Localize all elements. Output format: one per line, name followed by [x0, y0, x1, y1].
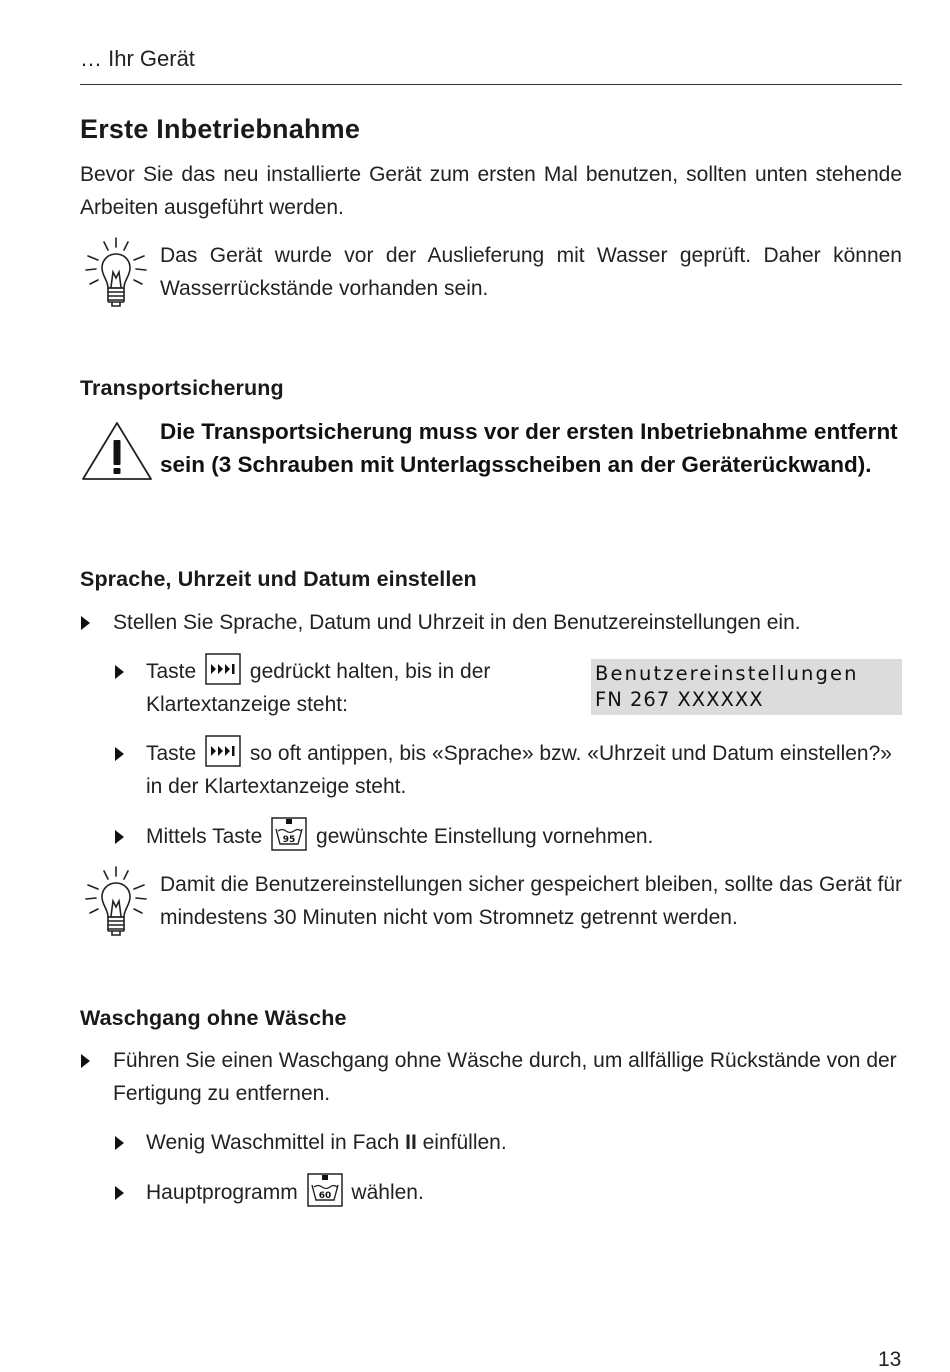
triangle-right-icon: [81, 616, 90, 630]
substep-main-program-post: wählen.: [351, 1181, 424, 1204]
skip-forward-key-icon: [205, 735, 241, 767]
triangle-right-icon: [115, 665, 124, 679]
substep-temp-key: [146, 820, 906, 853]
step-language-settings: Stellen Sie Sprache, Datum und Uhrzeit in den Benutzereinstellungen ein.: [113, 611, 801, 634]
skip-forward-key-icon: [205, 653, 241, 685]
substep-main-program-pre: Hauptprogramm: [146, 1181, 298, 1204]
warning-triangle-icon: [80, 420, 154, 482]
triangle-right-icon: [115, 747, 124, 761]
display-line-2: FN 267 XXXXXX: [595, 688, 764, 711]
triangle-right-icon: [115, 1136, 124, 1150]
substep-hold-key: [146, 655, 586, 721]
substep-temp-key-post: gewünschte Einstellung vornehmen.: [316, 825, 654, 848]
substep-detergent-pre: Wenig Waschmittel in Fach: [146, 1131, 400, 1154]
triangle-right-icon: [115, 830, 124, 844]
triangle-right-icon: [81, 1054, 90, 1068]
substep-detergent: [146, 1126, 906, 1159]
text-display-panel: [591, 659, 902, 715]
page-number: 13: [878, 1348, 902, 1371]
substep-tap-key-line2: in der Klartextanzeige steht.: [146, 775, 407, 798]
tip-power-connection: Damit die Benutzereinstellungen sicher gespeichert bleiben, sollte das Gerät für mindestens 30 Minuten nicht vom Stromnetz getrennt werden.: [160, 873, 902, 929]
tip-water-residue: Das Gerät wurde vor der Auslieferung mit Wasser geprüft. Daher können Wasserrückstände vorhanden sein.: [160, 244, 902, 300]
key-60-label: 60: [318, 1191, 331, 1202]
running-header: … Ihr Gerät: [80, 46, 195, 71]
substep-tap-key: [146, 737, 906, 803]
substep-hold-key-line2: Klartextanzeige steht:: [146, 693, 348, 716]
section-title-transportsicherung: Transportsicherung: [80, 376, 284, 400]
substep-tap-key-post: so oft antippen, bis «Sprache» bzw. «Uhrzeit und Datum einstellen?»: [249, 742, 892, 765]
wash-temperature-key-icon: [271, 817, 307, 851]
step-empty-wash: Führen Sie einen Waschgang ohne Wäsche durch, um allfällige Rückstände von der Fertigung zu entfernen.: [113, 1049, 897, 1105]
substep-hold-key-pre: Taste: [146, 660, 197, 683]
wash-temperature-key-icon: [307, 1173, 343, 1207]
section-title-waschgang-ohne-waesche: Waschgang ohne Wäsche: [80, 1006, 347, 1030]
substep-tap-key-pre: Taste: [146, 742, 197, 765]
section-title-erste-inbetriebnahme: Erste Inbetriebnahme: [80, 114, 361, 144]
section-title-sprache-uhrzeit-datum: Sprache, Uhrzeit und Datum einstellen: [80, 567, 477, 591]
display-line-1: Benutzereinstellungen: [595, 662, 859, 685]
warning-transport-lock: Die Transportsicherung muss vor der ersten Inbetriebnahme entfernt sein (3 Schrauben mit Unterlagsscheiben an der Geräterückwand).: [160, 419, 898, 477]
substep-temp-key-pre: Mittels Taste: [146, 825, 263, 848]
key-95-label: 95: [282, 835, 296, 846]
intro-paragraph: Bevor Sie das neu installierte Gerät zum ersten Mal benutzen, sollten unten stehende Arbeiten ausgeführt werden.: [80, 163, 902, 219]
compartment-label: II: [405, 1131, 417, 1154]
substep-detergent-post: einfüllen.: [422, 1131, 507, 1154]
triangle-right-icon: [115, 1186, 124, 1200]
lightbulb-icon: [82, 865, 150, 941]
lightbulb-icon: [82, 236, 150, 312]
substep-hold-key-post: gedrückt halten, bis in der: [249, 660, 491, 683]
header-rule: [80, 84, 902, 85]
substep-main-program: [146, 1176, 906, 1209]
